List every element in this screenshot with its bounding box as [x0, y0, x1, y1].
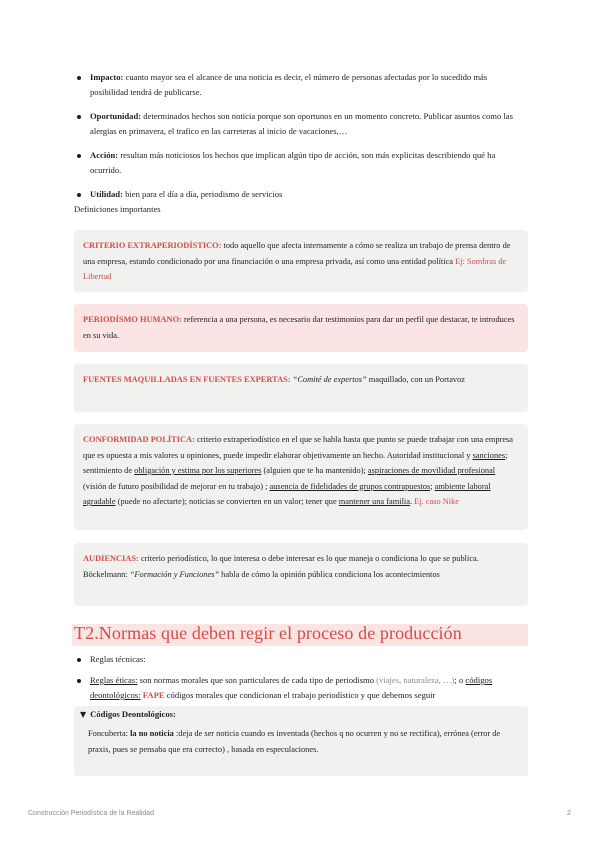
callout-text: ; sentimiento de [83, 450, 508, 475]
toggle-header[interactable] [80, 709, 176, 719]
term-text: cuanto mayor sea el alcance de una noticia es decir, el número de personas afectadas por lo sucedido más posibilidad tendrá de publicarse. [90, 72, 488, 97]
list-item [74, 652, 528, 667]
item-text: códigos morales que condicionan el trabajo periodístico y que debemos seguir [164, 690, 436, 700]
author: Böckelmann: [83, 569, 130, 579]
list-item [74, 673, 528, 703]
norms-list [74, 652, 528, 703]
callout-label: PERIODÍSMO HUMANO: [83, 315, 182, 324]
term: Oportunidad: [90, 111, 142, 121]
underlined-term: mantener una familia [338, 497, 410, 506]
list-item [74, 148, 524, 178]
work-title: “Formación y Funciones” [129, 569, 220, 579]
callout-humano [74, 304, 528, 352]
callout-label: CONFORMIDAD POLÍTICA: [83, 435, 195, 444]
list-item [74, 109, 524, 139]
callout-text: . [409, 497, 415, 506]
toggle-body [88, 726, 520, 757]
underlined-term: aspiraciones de movilidad profesional [367, 466, 496, 475]
callout-text: (visión de futuro posibilidad de mejorar en tu trabajo) ; [83, 481, 270, 491]
term-text: determinados hechos son noticia porque son oportunos en un momento concreto. Publicar asuntos como las alergias en primavera, el trafico en las carreteras al inicio de vacaciones,… [90, 111, 513, 136]
underlined-term: ausencia de fidelidades de grupos contrapuestos [269, 481, 431, 491]
underlined-term: Reglas éticas: [90, 675, 138, 685]
underlined-term: ambiente laboral agradable [83, 481, 491, 506]
callout-text: maquillado, con un Portavoz [366, 375, 466, 384]
bold-term: la no noticia [130, 729, 174, 738]
callout-text: criterio periodístico, lo que interesa o debe interesar es lo que maneja o condiciona lo que se publica. [138, 554, 479, 563]
callout-example: Ej: Sombras de Libertad [83, 256, 507, 281]
callout-label: AUDIENCIAS: [83, 554, 139, 563]
toggle-text: Foncuberta: [88, 729, 131, 738]
item-text: son normas morales que son particulares de cada tipo de periodismo [137, 675, 377, 685]
callout-text: (puede no afectarte); noticias se convierten en un valor; tener que [115, 497, 339, 506]
red-term: FAPE [140, 690, 165, 700]
term-text: bien para el día a día, periodismo de servicios [122, 189, 283, 199]
callout-example: Ej. caso Nike [414, 497, 460, 506]
callout-text: todo aquello que afecta internamente a cómo se realiza un trabajo de prensa dentro de una empresa, estando condicionado por una financiación o una empresa privada, así como una entidad política [83, 241, 511, 266]
toggle-title: Códigos Deontológicos: [90, 709, 176, 719]
term: Impacto: [90, 72, 124, 82]
callout-text: (alguien que te ha mantenido); [261, 466, 368, 475]
callout-text: criterio extraperiodístico en el que se habla hasta que punto se puede trabajar con una empresa que es opuesta a mis valores u opiniones, puede impedir elaborar objetivamente un hecho. Autoridad institucional y [83, 435, 514, 460]
callout-label: FUENTES MAQUILLADAS EN FUENTES EXPERTAS: [83, 375, 291, 384]
callout-text: habla de cómo la opinión pública condiciona los acontecimientos [219, 569, 440, 579]
term: Utilidad: [90, 189, 123, 199]
list-item [74, 187, 524, 202]
item-text: ; o [454, 675, 466, 685]
underlined-term: sanciones [472, 450, 506, 460]
callout-conformidad [74, 424, 528, 530]
callout-audiencias [74, 543, 528, 606]
definitions-heading: Definiciones importantes [74, 204, 161, 214]
callout-text: ; [430, 481, 435, 491]
callout-quote: “Comité de expertos” [290, 375, 367, 384]
callout-label: CRITERIO EXTRAPERIODÍSTICO: [83, 241, 222, 250]
toggle-codigos[interactable] [74, 706, 528, 776]
underlined-term: obligación y estima por los superiores [134, 466, 262, 475]
term: Acción: [90, 150, 119, 160]
section-title: T2.Normas que deben regir el proceso de producción [74, 623, 462, 643]
footer-title: Construcción Periodística de la Realidad [28, 810, 155, 817]
toggle-text: :deja de ser noticia cuando es inventada (hechos q no ocurren y no se rectifica), errónea (error de praxis, pues se pensaba que era correcto) , basada en especulaciones. [88, 729, 501, 754]
callout-fuentes [74, 364, 528, 412]
criteria-list [74, 70, 524, 211]
callout-text: referencia a una persona, es necesario dar testimonios para dar un perfil que destacar, te introduces en su vida. [83, 315, 515, 340]
item-text: Reglas técnicas: [90, 654, 146, 664]
list-item [74, 70, 524, 100]
underlined-term: códigos deontológicos: [90, 675, 493, 700]
grey-note: (viajes, naturaleza, …) [376, 675, 455, 685]
toggle-arrow-icon[interactable]: ▼ [80, 710, 87, 719]
term-text: resultan más noticiosos los hechos que implican algún tipo de acción, son más explicitas describiendo qué ha ocurrido. [90, 150, 496, 175]
page-number: 2 [567, 810, 571, 817]
callout-criterio [74, 230, 528, 292]
